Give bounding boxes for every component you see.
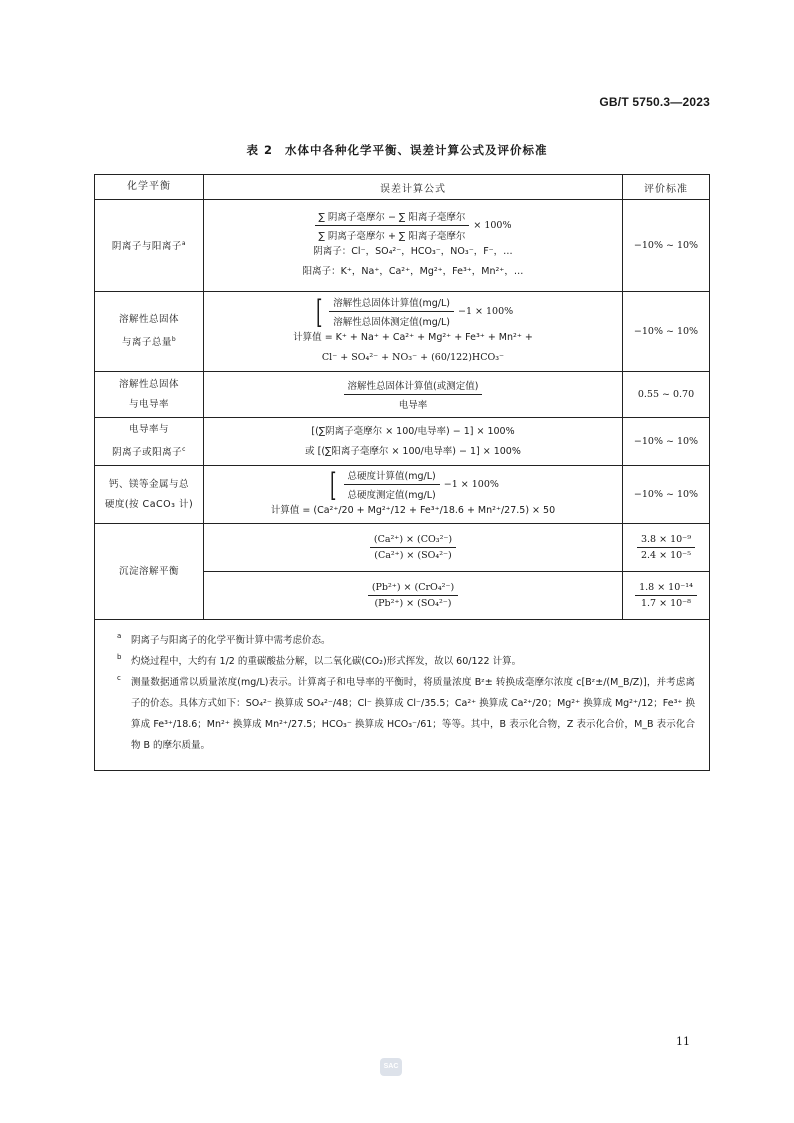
table-row [95, 524, 710, 572]
row-formula: [ $\frac{\text{总硬度计算值(mg/L)}}{\text{总硬度测定值(mg/L)}}$ −1 × 100% 计算值 = (Ca²⁺/20 + Mg²⁺/12 + Fe³⁺/18.6 + Mn²⁺/27.5) × 50 [204, 466, 623, 524]
row-balance-name: 溶解性总固体 与离子总量$^b$ [95, 292, 204, 372]
header-criterion: 评价标准 [623, 175, 710, 200]
table-number: 表 2 [246, 143, 273, 157]
row-formula: $\frac{\text{∑ 阴离子毫摩尔 − ∑ 阳离子毫摩尔}}{\text{∑ 阴离子毫摩尔 + ∑ 阳离子毫摩尔}}$ × 100% 阴离子：Cl⁻，SO₄²⁻，HCO₃⁻，NO₃⁻，F⁻，… 阳离子：K⁺，Na⁺，Ca²⁺，Mg²⁺，Fe³⁺，Mn²⁺，… [204, 200, 623, 292]
row-formula [204, 372, 623, 418]
table-row [95, 466, 710, 524]
table-caption [0, 142, 794, 158]
table-row [95, 200, 710, 292]
calc-line: Cl⁻ + SO₄²⁻ + NO₃⁻ + (60/122)HCO₃⁻ [321, 352, 505, 363]
row-balance-name: 钙、镁等金属与总 硬度(按 CaCO₃ 计) [95, 466, 204, 524]
cation-list: 阳离子：K⁺，Na⁺，Ca²⁺，Mg²⁺，Fe³⁺，Mn²⁺，… [302, 266, 524, 277]
row-criterion: $\frac{\text{1.8 × 10⁻¹⁴}}{\text{1.7 × 10⁻⁸}}$ [623, 572, 710, 620]
row-criterion: −10% ~ 10% [623, 418, 710, 466]
row-criterion: −10% ~ 10% [623, 200, 710, 292]
row-criterion: −10% ~ 10% [623, 292, 710, 372]
row-criterion: $\frac{\text{3.8 × 10⁻⁹}}{\text{2.4 × 10⁻⁵}}$ [623, 524, 710, 572]
table-header-row [95, 175, 710, 200]
row-balance-name: 溶解性总固体 与电导率 [95, 372, 204, 418]
row-formula: [(∑阴离子毫摩尔 × 100/电导率) − 1] × 100% 或 [(∑阳离子毫摩尔 × 100/电导率) − 1] × 100% [204, 418, 623, 466]
footnotes [95, 620, 710, 771]
row-formula [204, 524, 623, 572]
row-balance-name: 电导率与 阴离子或阳离子$^c$ [95, 418, 204, 466]
formula-fraction: $\frac{\text{∑ 阴离子毫摩尔 − ∑ 阳离子毫摩尔}}{\text{∑ 阴离子毫摩尔 + ∑ 阳离子毫摩尔}}$ [315, 209, 470, 242]
calc-line: 计算值 = (Ca²⁺/20 + Mg²⁺/12 + Fe³⁺/18.6 + Mn²⁺/27.5) × 50 [270, 505, 556, 516]
chemical-balance-table [94, 174, 710, 771]
formula-fraction: $\frac{\text{溶解性总固体计算值(mg/L)}}{\text{溶解性总固体测定值(mg/L)}}$ [329, 295, 454, 328]
row-formula [204, 572, 623, 620]
footnote-b: b 灼烧过程中，大约有 1/2 的重碳酸盐分解，以二氧化碳(CO₂)形式挥发，故以 60/122 计算。 [117, 653, 522, 667]
formula-fraction: $\frac{\text{(Pb²⁺) × (CrO₄²⁻)}}{\text{(Pb²⁺) × (SO₄²⁻)}}$ [368, 582, 458, 609]
formula-fraction: $\frac{\text{溶解性总固体计算值(或测定值)}}{\text{电导率}}$ [344, 378, 483, 411]
anion-list: 阴离子：Cl⁻，SO₄²⁻，HCO₃⁻，NO₃⁻，F⁻，… [313, 246, 513, 257]
row-criterion: 0.55 ~ 0.70 [623, 372, 710, 418]
header-balance: 化学平衡 [95, 175, 204, 200]
row-formula: [ $\frac{\text{溶解性总固体计算值(mg/L)}}{\text{溶解性总固体测定值(mg/L)}}$ −1 × 100% 计算值 = K⁺ + Na⁺ + Ca²⁺ + Mg²⁺ + Fe³⁺ + Mn²⁺ + Cl⁻ + SO₄²⁻ + NO₃⁻ + (60/122)HCO₃⁻ [204, 292, 623, 372]
row-criterion: −10% ~ 10% [623, 466, 710, 524]
table-row [95, 372, 710, 418]
header-formula: 误差计算公式 [204, 175, 623, 200]
table-title: 水体中各种化学平衡、误差计算公式及评价标准 [285, 143, 548, 157]
table-row [95, 418, 710, 466]
row-balance-name: 沉淀溶解平衡 [95, 524, 204, 620]
row-balance-name: 阴离子与阳离子$^a$ [95, 200, 204, 292]
formula-fraction: $\frac{\text{(Ca²⁺) × (CO₃²⁻)}}{\text{(Ca²⁺) × (SO₄²⁻)}}$ [370, 534, 456, 561]
standard-number: GB/T 5750.3—2023 [599, 95, 710, 109]
page-number: 11 [676, 1035, 690, 1048]
table-row [95, 292, 710, 372]
sac-logo: SAC [380, 1058, 402, 1076]
footnote-a: a 阴离子与阳离子的化学平衡计算中需考虑价态。 [117, 632, 331, 646]
calc-line: 计算值 = K⁺ + Na⁺ + Ca²⁺ + Mg²⁺ + Fe³⁺ + Mn²⁺ + [293, 332, 533, 343]
footnote-row [95, 620, 710, 771]
formula-fraction: $\frac{\text{总硬度计算值(mg/L)}}{\text{总硬度测定值(mg/L)}}$ [344, 468, 440, 501]
footnote-c: c 测量数据通常以质量浓度(mg/L)表示。计算离子和电导率的平衡时，将质量浓度 Bᶻ± 转换成毫摩尔浓度 c[Bᶻ±/(M_B/Z)]，并考虑离子的价态。具体方式如下：SO₄²⁻ 换算成 SO₄²⁻/48；Cl⁻ 换算成 Cl⁻/35.5；Ca²⁺ 换算成 Ca²⁺/20；Mg²⁺ 换算成 Mg²⁺/12；Fe³⁺ 换算成 Fe³⁺/18.6；Mn²⁺ 换算成 Mn²⁺/27.5；HCO₃⁻ 换算成 HCO₃⁻/61；等等。其中，B 表示化合物，Z 表示化合价，M_B 表示化合物 B 的摩尔质量。 [117, 674, 695, 751]
